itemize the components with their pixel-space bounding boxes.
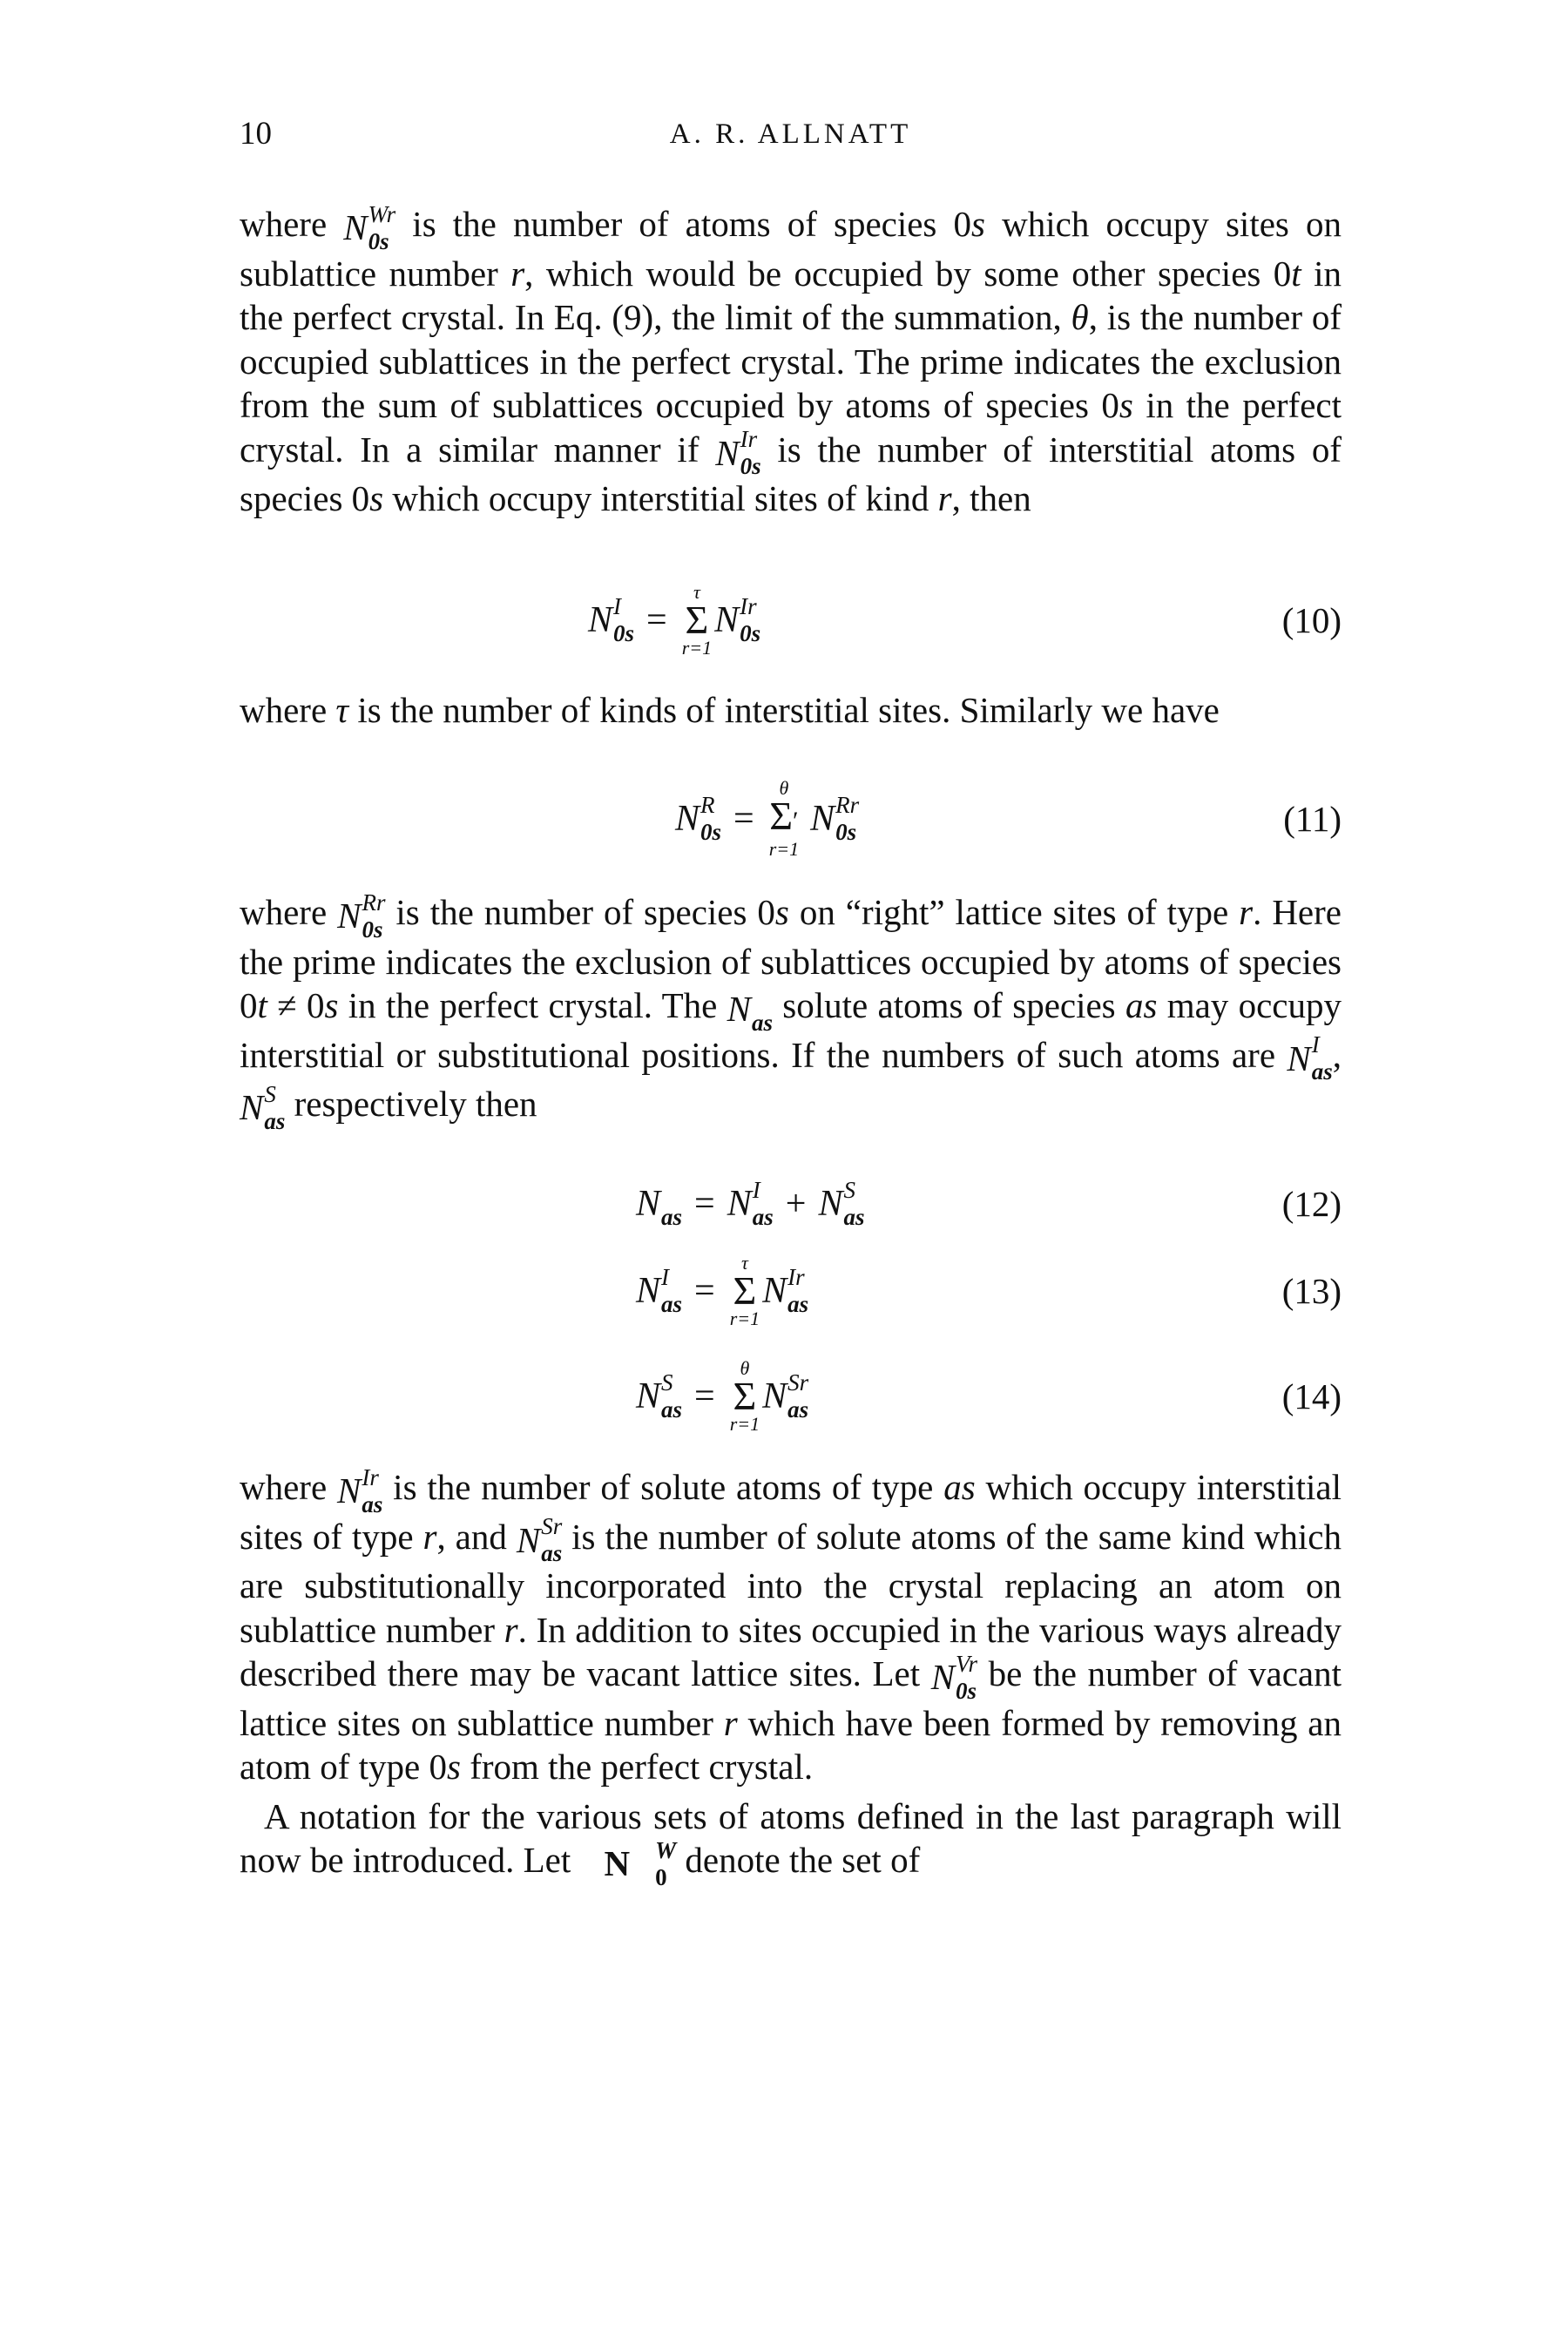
page-number: 10	[240, 116, 272, 152]
summation-sign: τ Σ r=1	[681, 581, 713, 659]
equation-11: N R 0s = θ Σ′ r=1 N Rr 0s (11)	[675, 777, 1342, 860]
equation-number: (14)	[1281, 1376, 1342, 1416]
equation-number: (10)	[1281, 600, 1342, 640]
summation-sign: τ Σ r=1	[729, 1252, 760, 1329]
equation-14: N S as = θ Σ r=1 N Sr as (14)	[636, 1357, 1342, 1435]
summation-sign: θ Σ′ r=1	[768, 777, 800, 860]
paragraph-4: where N Ir as is the number of solute atoms of type as which occupy interstitial sites of type r, and N Sr as is the number of solute atoms of the same kind which are substitutionally incorporated into the crystal replacing an atom on sublattice number r. In addition to sites occupied in the various ways already described there may be vacant lattice sites. Let N Vr 0s be the number of vacant lattice sites on sublattice number r which have been formed by removing an atom of type 0s from the perfect crystal. A notation for the various sets of atoms defined in the last paragraph will now be introduced. Let N W 0 denote the set of	[240, 1463, 1342, 1890]
symbol-N-0s-Ir: N Ir 0s	[715, 426, 761, 480]
symbol-N-0s-Rr: N Rr 0s	[337, 889, 386, 943]
equation-12: N as = N I as + N S as (12)	[636, 1177, 1342, 1230]
running-head: A. R. ALLNATT	[669, 118, 912, 150]
page-header	[240, 115, 1342, 167]
paragraph-1: where N Wr 0s is the number of atoms of species 0s which occupy sites on sublattice number r, which would be occupied by some other species 0t in the perfect crystal. In Eq. (9), the limit of the summation, θ, is the number of occupied sublattices in the perfect crystal. The prime indicates the exclusion from the sum of sublattices occupied by atoms of species 0s in the perfect crystal. In a similar manner if N Ir 0s is the number of interstitial atoms of species 0s which occupy interstitial sites of kind r, then	[240, 200, 1342, 519]
equation-number: (11)	[1283, 799, 1342, 839]
equation-number: (13)	[1281, 1271, 1342, 1311]
symbol-N-0s-Wr: N Wr 0s	[343, 200, 396, 254]
equation-10: N I 0s = τ Σ r=1 N Ir 0s (10)	[588, 581, 1342, 659]
equation-number: (12)	[1281, 1184, 1342, 1224]
paragraph-2: where τ is the number of kinds of interstitial sites. Similarly we have	[240, 690, 1220, 730]
paragraph-3: where N Rr 0s is the number of species 0s on “right” lattice sites of type r. Here the prime indicates the exclusion of sublattices occupied by atoms of species 0t ≠ 0s in the perfect crystal. The N as solute atoms of species as may occupy interstitial or substitutional positions. If the numbers of such atoms are N I as , N S as respectively then	[240, 889, 1342, 1134]
equation-13: N I as = τ Σ r=1 N Ir as (13)	[636, 1252, 1342, 1329]
summation-sign: θ Σ r=1	[729, 1357, 760, 1435]
